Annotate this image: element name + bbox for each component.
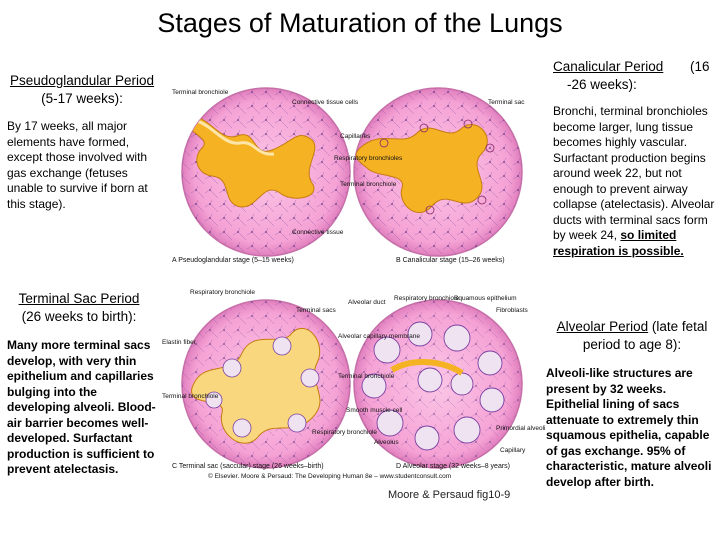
pseudoglandular-heading-title: Pseudoglandular Period	[9, 73, 155, 88]
label-alveolar-capillary-membrane: Alveolar capillary membrane	[338, 333, 421, 340]
label-capillaries: Capillaries	[340, 133, 371, 140]
label-terminal-sac: Terminal sac	[488, 99, 525, 106]
label-squamous-epithelium: Squamous epithelium	[454, 295, 517, 302]
terminal-sac-heading	[4, 290, 154, 326]
lung-stages-figure	[162, 88, 546, 520]
pseudoglandular-heading	[8, 72, 156, 108]
alveolar-heading-range: (late fetal period to age 8):	[582, 319, 708, 352]
label-alveolar-duct: Alveolar duct	[348, 299, 386, 306]
terminal-sac-heading-range: (26 weeks to birth):	[21, 309, 137, 324]
label-connective-tissue: Connective tissue	[292, 229, 344, 236]
page-title: Stages of Maturation of the Lungs	[157, 8, 563, 38]
panel-b-canalicular	[352, 88, 524, 256]
label-terminal-bronchiole-b: Terminal bronchiole	[340, 181, 397, 188]
caption-a: A Pseudoglandular stage (5–15 weeks)	[172, 257, 294, 264]
label-capillary: Capillary	[500, 447, 526, 454]
label-smooth-muscle-cell: Smooth muscle cell	[346, 407, 403, 414]
lung-stages-illustration	[162, 88, 546, 520]
terminal-sac-heading-title: Terminal Sac Period	[18, 291, 140, 306]
caption-c: C Terminal sac (saccular) stage (26 weeks–birth)	[172, 463, 324, 470]
alveolar-body: Alveoli-like structures are present by 32 weeks. Epithelial lining of sacs attenuate to extremely thin squamous epithelia, capable of gas exchange. 95% of characteristic, mature alveoli develop after birth.	[546, 366, 712, 489]
caption-d: D Alveolar stage (32 weeks–8 years)	[396, 463, 510, 470]
label-elastin-fiber: Elastin fiber	[162, 339, 196, 346]
canalicular-body	[553, 104, 715, 259]
terminal-sac-body: Many more terminal sacs develop, with very thin epithelium and capillaries bulging into the developing alveoli. Blood-air barrier becomes well-developed. Surfactant production is sufficient to prevent atelectasis.	[7, 338, 156, 476]
canalicular-heading-num: (16	[690, 59, 710, 74]
label-connective-tissue-cells: Connective tissue cells	[292, 99, 359, 106]
label-fibroblasts: Fibroblasts	[496, 307, 528, 314]
alveolar-heading-title: Alveolar Period	[556, 319, 649, 334]
label-respiratory-bronchiole-c: Respiratory bronchiole	[312, 429, 378, 436]
canalicular-body-emphasis: so limited respiration is possible.	[553, 228, 684, 258]
figure-credit: Moore & Persaud fig10-9	[388, 489, 511, 501]
pseudoglandular-heading-range: (5-17 weeks):	[41, 91, 123, 106]
panel-c-terminal-sac	[180, 300, 352, 468]
label-terminal-bronchiole-d: Terminal bronchiole	[338, 373, 395, 380]
pseudoglandular-body: By 17 weeks, all major elements have formed, except those involved with gas exchange (fetuses unable to survive if born at this stage).	[7, 119, 148, 211]
figure-copyright: © Elsevier. Moore & Persaud: The Developing Human 8e – www.studentconsult.com	[208, 473, 452, 480]
alveolar-heading	[546, 318, 718, 354]
label-alveolus: Alveolus	[374, 439, 399, 446]
canalicular-heading-range: -26 weeks):	[567, 77, 637, 92]
label-terminal-bronchiole: Terminal bronchiole	[172, 89, 229, 96]
caption-b: B Canalicular stage (15–26 weeks)	[396, 257, 505, 264]
canalicular-body-text: Bronchi, terminal bronchioles become larger, lung tissue becomes highly vascular. Surfactant production begins around week 22, but not enough to prevent airway collapse (atelectasis). Alveolar ducts with terminal sacs form by week 24,	[553, 104, 715, 242]
label-terminal-sacs: Terminal sacs	[296, 307, 336, 314]
label-respiratory-bronchioles: Respiratory bronchioles	[334, 155, 403, 162]
label-respiratory-bronchiole: Respiratory bronchiole	[190, 289, 256, 296]
label-respiratory-bronchiole-d: Respiratory bronchiole	[394, 295, 460, 302]
canalicular-heading-title: Canalicular Period	[553, 59, 664, 74]
label-primordial-alveoli: Primordial alveoli	[496, 425, 546, 432]
label-terminal-bronchiole-c: Terminal bronchiole	[162, 393, 219, 400]
